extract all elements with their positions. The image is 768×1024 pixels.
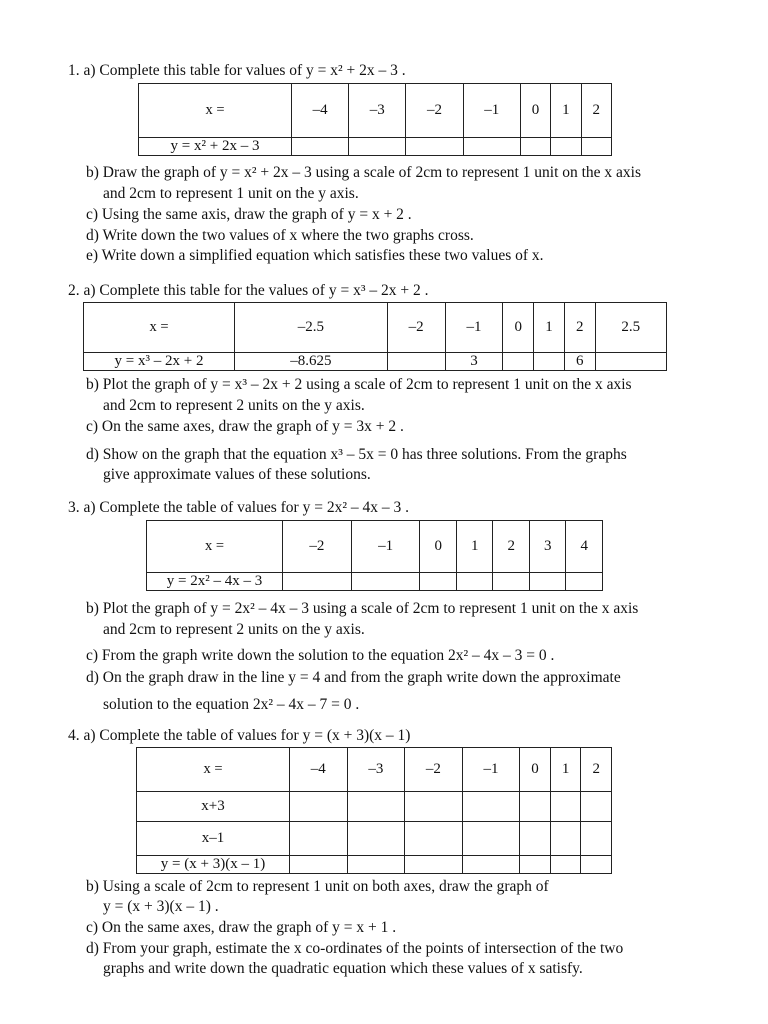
q4-cell[interactable] (520, 792, 551, 822)
q1-x-value: –3 (349, 84, 406, 138)
q4-cell[interactable] (405, 822, 463, 856)
q3-y-cell[interactable] (529, 573, 566, 591)
q3-table (146, 520, 603, 591)
q2-part-b-cont: and 2cm to represent 2 units on the y axis. (103, 397, 365, 414)
q3-y-cell[interactable] (456, 573, 493, 591)
q2-y-cell[interactable]: –8.625 (235, 353, 388, 371)
q4-cell[interactable] (347, 856, 405, 874)
q2-x-value: 0 (503, 303, 534, 353)
q3-y-cell[interactable] (566, 573, 603, 591)
q1-y-cell[interactable] (520, 138, 550, 156)
q4-cell[interactable] (462, 822, 520, 856)
q3-y-cell[interactable] (351, 573, 420, 591)
q2-x-value: –1 (445, 303, 503, 353)
q3-part-b: b) Plot the graph of y = 2x² – 4x – 3 using a scale of 2cm to represent 1 unit on the x axis (86, 600, 639, 617)
q2-x-value: –2 (387, 303, 445, 353)
q4-cell[interactable] (581, 822, 612, 856)
q4-table (136, 747, 612, 874)
q3-x-value: –1 (351, 521, 420, 573)
q3-row-label: y = 2x² – 4x – 3 (147, 573, 283, 591)
q4-cell[interactable] (550, 792, 581, 822)
q2-y-cell[interactable]: 6 (564, 353, 595, 371)
q2-x-value: –2.5 (235, 303, 388, 353)
q4-part-d-cont: graphs and write down the quadratic equation which these values of x satisfy. (103, 960, 583, 977)
q4-x-value: 0 (520, 748, 551, 792)
q4-cell[interactable] (347, 792, 405, 822)
q4-x-value: 1 (550, 748, 581, 792)
q3-x-value: 2 (493, 521, 530, 573)
q2-y-cell[interactable]: 3 (445, 353, 503, 371)
q2-part-b: b) Plot the graph of y = x³ – 2x + 2 using a scale of 2cm to represent 1 unit on the x axis (86, 376, 632, 393)
q4-cell[interactable] (520, 822, 551, 856)
q2-part-d: d) Show on the graph that the equation x³ – 5x = 0 has three solutions. From the graphs (86, 446, 627, 463)
q2-y-cell[interactable] (534, 353, 565, 371)
q1-part-e: e) Write down a simplified equation which satisfies these two values of x. (86, 247, 544, 264)
q2-part-a: 2. a) Complete this table for the values of y = x³ – 2x + 2 . (68, 282, 429, 299)
q2-y-cell[interactable] (595, 353, 666, 371)
q2-table (83, 302, 667, 371)
q1-x-value: 0 (520, 84, 550, 138)
q1-x-value: –4 (292, 84, 349, 138)
q4-cell[interactable] (290, 856, 348, 874)
q4-part-d: d) From your graph, estimate the x co-ordinates of the points of intersection of the two (86, 940, 624, 957)
q2-x-value: 1 (534, 303, 565, 353)
q2-part-d-cont: give approximate values of these solutions. (103, 466, 371, 483)
q1-header-x: x = (139, 84, 292, 138)
q3-x-value: 1 (456, 521, 493, 573)
q4-cell[interactable] (405, 792, 463, 822)
q1-y-cell[interactable] (463, 138, 520, 156)
q1-x-value: –2 (406, 84, 463, 138)
q4-cell[interactable] (550, 822, 581, 856)
q4-cell[interactable] (550, 856, 581, 874)
q2-header-x: x = (84, 303, 235, 353)
q1-y-cell[interactable] (349, 138, 406, 156)
q1-y-cell[interactable] (581, 138, 611, 156)
q4-cell[interactable] (405, 856, 463, 874)
q4-x-value: –2 (405, 748, 463, 792)
q2-y-cell[interactable] (503, 353, 534, 371)
q1-y-cell[interactable] (292, 138, 349, 156)
q4-cell[interactable] (290, 822, 348, 856)
q3-part-d: d) On the graph draw in the line y = 4 and from the graph write down the approximate (86, 669, 621, 686)
q3-part-a: 3. a) Complete the table of values for y = 2x² – 4x – 3 . (68, 499, 409, 516)
q4-header-x: x = (137, 748, 290, 792)
q3-x-value: 0 (420, 521, 457, 573)
q2-x-value: 2.5 (595, 303, 666, 353)
q3-part-d-cont: solution to the equation 2x² – 4x – 7 = 0 . (103, 696, 360, 713)
q3-y-cell[interactable] (283, 573, 352, 591)
q3-y-cell[interactable] (420, 573, 457, 591)
q4-cell[interactable] (462, 856, 520, 874)
q2-part-c: c) On the same axes, draw the graph of y = 3x + 2 . (86, 418, 404, 435)
q1-y-cell[interactable] (551, 138, 581, 156)
q1-x-value: 1 (551, 84, 581, 138)
q3-part-c: c) From the graph write down the solution to the equation 2x² – 4x – 3 = 0 . (86, 647, 555, 664)
q2-x-value: 2 (564, 303, 595, 353)
q4-cell[interactable] (290, 792, 348, 822)
q4-part-c: c) On the same axes, draw the graph of y = x + 1 . (86, 919, 397, 936)
q1-y-cell[interactable] (406, 138, 463, 156)
q1-x-value: 2 (581, 84, 611, 138)
q1-part-a: 1. a) Complete this table for values of y = x² + 2x – 3 . (68, 62, 406, 79)
q4-part-a: 4. a) Complete the table of values for y = (x + 3)(x – 1) (68, 727, 411, 744)
q4-row-label: y = (x + 3)(x – 1) (137, 856, 290, 874)
q3-x-value: –2 (283, 521, 352, 573)
q3-header-x: x = (147, 521, 283, 573)
q1-part-b: b) Draw the graph of y = x² + 2x – 3 using a scale of 2cm to represent 1 unit on the x axis (86, 164, 642, 181)
q1-part-b-cont: and 2cm to represent 1 unit on the y axis. (103, 185, 359, 202)
q3-part-b-cont: and 2cm to represent 2 units on the y axis. (103, 621, 365, 638)
q3-y-cell[interactable] (493, 573, 530, 591)
q4-cell[interactable] (520, 856, 551, 874)
q4-cell[interactable] (462, 792, 520, 822)
q4-x-value: –4 (290, 748, 348, 792)
q2-y-cell[interactable] (387, 353, 445, 371)
q4-part-b: b) Using a scale of 2cm to represent 1 unit on both axes, draw the graph of (86, 878, 549, 895)
q4-row-label: x–1 (137, 822, 290, 856)
q4-cell[interactable] (347, 822, 405, 856)
q4-x-value: 2 (581, 748, 612, 792)
q2-row-label: y = x³ – 2x + 2 (84, 353, 235, 371)
q4-row-label: x+3 (137, 792, 290, 822)
q4-cell[interactable] (581, 792, 612, 822)
q1-part-d: d) Write down the two values of x where the two graphs cross. (86, 227, 474, 244)
q4-cell[interactable] (581, 856, 612, 874)
q4-x-value: –3 (347, 748, 405, 792)
q1-table (138, 83, 612, 156)
q3-x-value: 3 (529, 521, 566, 573)
q1-x-value: –1 (463, 84, 520, 138)
q1-part-c: c) Using the same axis, draw the graph of y = x + 2 . (86, 206, 412, 223)
q1-row-label: y = x² + 2x – 3 (139, 138, 292, 156)
q4-part-b-cont: y = (x + 3)(x – 1) . (103, 898, 219, 915)
q4-x-value: –1 (462, 748, 520, 792)
q3-x-value: 4 (566, 521, 603, 573)
